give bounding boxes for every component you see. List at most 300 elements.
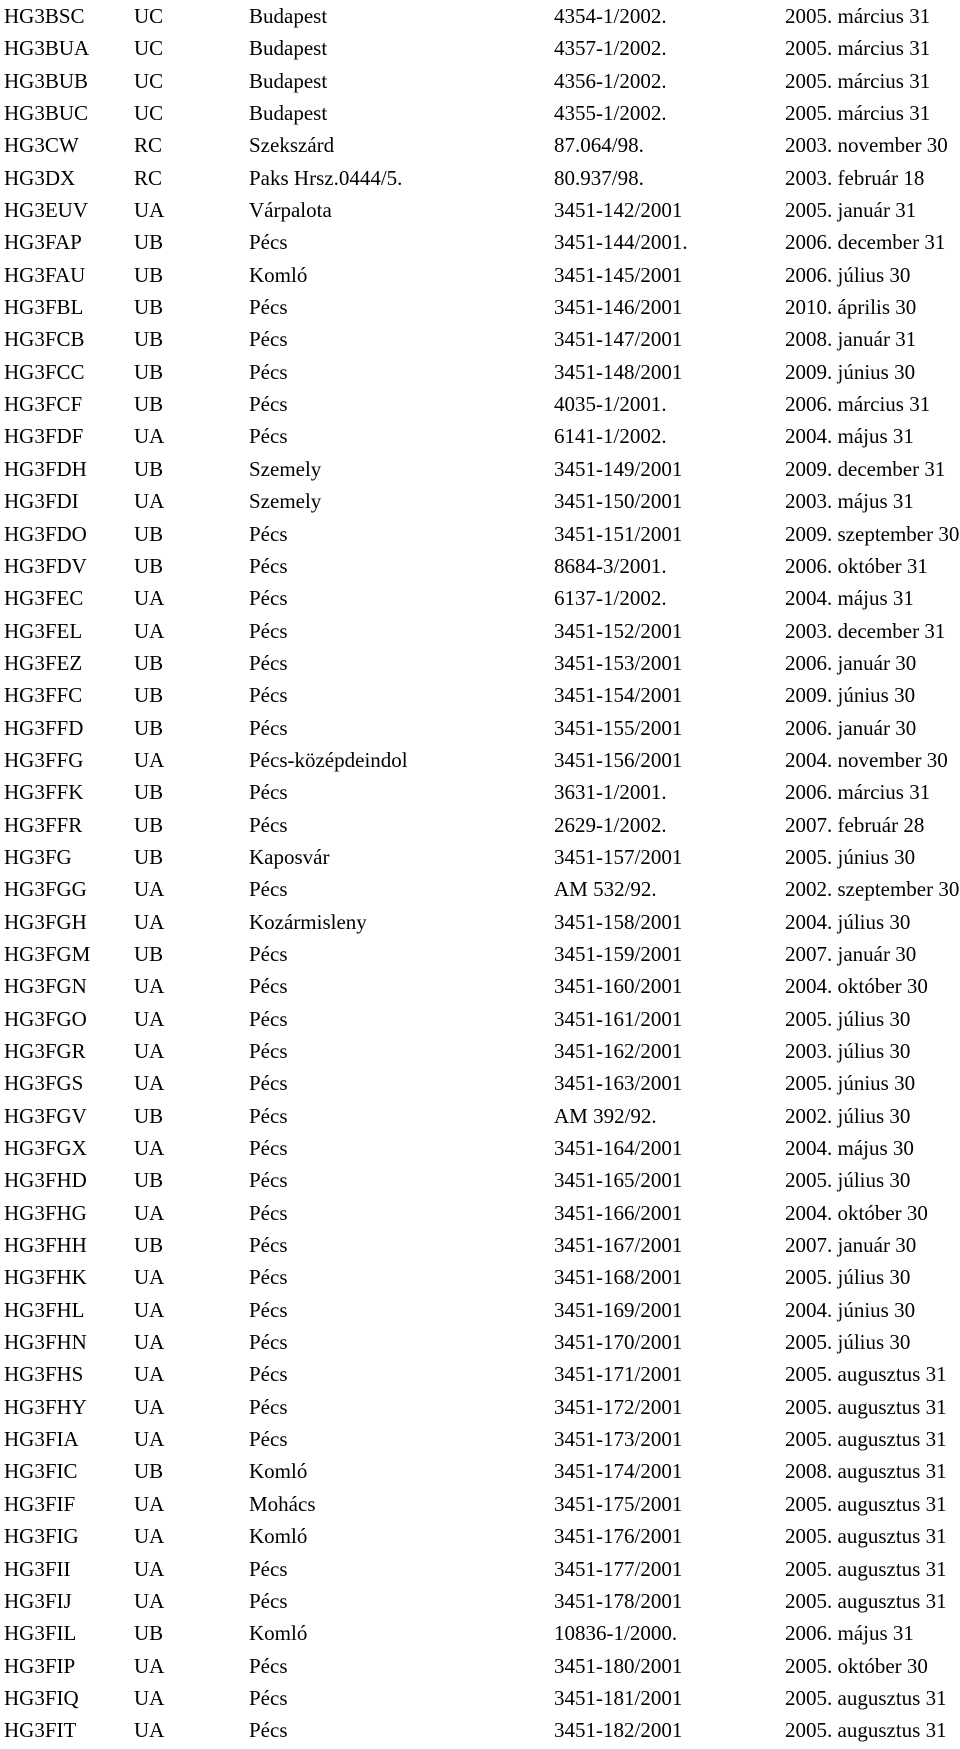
class-cell: UA — [134, 1685, 165, 1710]
call-sign-cell: HG3FFC — [4, 683, 83, 708]
table-row — [0, 1488, 960, 1520]
expiry-date-cell: 2009. szeptember 30 — [785, 521, 960, 546]
table-row — [0, 1617, 960, 1649]
class-cell: UA — [134, 1394, 165, 1419]
table-row — [0, 1132, 960, 1164]
class-cell: RC — [134, 165, 163, 190]
permit-number-cell: 10836-1/2000. — [554, 1621, 678, 1646]
permit-number-cell: 3451-172/2001 — [554, 1394, 683, 1419]
location-cell: Kaposvár — [249, 844, 330, 869]
table-row — [0, 873, 960, 905]
call-sign-cell: HG3FFD — [4, 715, 84, 740]
expiry-date-cell: 2004. november 30 — [785, 747, 948, 772]
location-cell: Pécs — [249, 1297, 288, 1322]
table-row — [0, 776, 960, 808]
permit-number-cell: 8684-3/2001. — [554, 553, 667, 578]
table-row — [0, 194, 960, 226]
call-sign-cell: HG3FGM — [4, 941, 91, 966]
table-row — [0, 1391, 960, 1423]
permit-number-cell: 3451-170/2001 — [554, 1330, 683, 1355]
call-sign-cell: HG3FHD — [4, 1168, 87, 1193]
expiry-date-cell: 2006. október 31 — [785, 553, 928, 578]
expiry-date-cell: 2003. május 31 — [785, 489, 914, 514]
class-cell: UB — [134, 941, 164, 966]
call-sign-cell: HG3FHN — [4, 1330, 87, 1355]
expiry-date-cell: 2005. január 31 — [785, 198, 917, 223]
expiry-date-cell: 2005. június 30 — [785, 1071, 916, 1096]
expiry-date-cell: 2008. augusztus 31 — [785, 1459, 947, 1484]
class-cell: UA — [134, 1006, 165, 1031]
expiry-date-cell: 2005. augusztus 31 — [785, 1588, 947, 1613]
table-row — [0, 0, 960, 32]
location-cell: Pécs — [249, 683, 288, 708]
call-sign-cell: HG3FFR — [4, 812, 83, 837]
expiry-date-cell: 2008. január 31 — [785, 327, 917, 352]
location-cell: Pécs — [249, 586, 288, 611]
class-cell: UB — [134, 521, 164, 546]
expiry-date-cell: 2007. január 30 — [785, 1233, 917, 1258]
permit-number-cell: 3451-147/2001 — [554, 327, 683, 352]
location-cell: Pécs — [249, 1103, 288, 1128]
permit-number-cell: 3451-178/2001 — [554, 1588, 683, 1613]
call-sign-cell: HG3FGV — [4, 1103, 87, 1128]
table-row — [0, 1100, 960, 1132]
call-sign-cell: HG3FIG — [4, 1524, 79, 1549]
expiry-date-cell: 2005. augusztus 31 — [785, 1491, 947, 1516]
table-row — [0, 1229, 960, 1261]
expiry-date-cell: 2005. március 31 — [785, 68, 931, 93]
table-row — [0, 712, 960, 744]
call-sign-cell: HG3FHH — [4, 1233, 87, 1258]
table-row — [0, 970, 960, 1002]
permit-number-cell: 3451-169/2001 — [554, 1297, 683, 1322]
expiry-date-cell: 2010. április 30 — [785, 295, 917, 320]
call-sign-cell: HG3FEL — [4, 618, 83, 643]
class-cell: UA — [134, 1588, 165, 1613]
location-cell: Pécs — [249, 1718, 288, 1743]
expiry-date-cell: 2005. március 31 — [785, 36, 931, 61]
location-cell: Várpalota — [249, 198, 332, 223]
call-sign-cell: HG3FFK — [4, 780, 84, 805]
class-cell: UB — [134, 844, 164, 869]
table-row — [0, 1423, 960, 1455]
permit-number-cell: 4357-1/2002. — [554, 36, 667, 61]
expiry-date-cell: 2003. február 18 — [785, 165, 925, 190]
location-cell: Budapest — [249, 4, 328, 28]
permit-number-cell: 3451-166/2001 — [554, 1200, 683, 1225]
call-sign-cell: HG3FHK — [4, 1265, 87, 1290]
location-cell: Pécs — [249, 1200, 288, 1225]
expiry-date-cell: 2009. december 31 — [785, 456, 946, 481]
location-cell: Budapest — [249, 36, 328, 61]
class-cell: UB — [134, 715, 164, 740]
expiry-date-cell: 2005. augusztus 31 — [785, 1427, 947, 1452]
permit-number-cell: 3451-146/2001 — [554, 295, 683, 320]
table-row — [0, 388, 960, 420]
permit-number-cell: 87.064/98. — [554, 133, 644, 158]
call-sign-cell: HG3FAP — [4, 230, 82, 255]
call-sign-cell: HG3FIJ — [4, 1588, 72, 1613]
call-sign-cell: HG3FDI — [4, 489, 79, 514]
table-row — [0, 647, 960, 679]
expiry-date-cell: 2004. július 30 — [785, 909, 911, 934]
call-sign-cell: HG3DX — [4, 165, 76, 190]
class-cell: UA — [134, 1330, 165, 1355]
location-cell: Pécs — [249, 812, 288, 837]
permit-number-cell: 3451-174/2001 — [554, 1459, 683, 1484]
expiry-date-cell: 2004. október 30 — [785, 974, 928, 999]
expiry-date-cell: 2005. július 30 — [785, 1006, 911, 1031]
class-cell: UA — [134, 1718, 165, 1743]
table-row — [0, 1714, 960, 1746]
table-row — [0, 615, 960, 647]
call-sign-cell: HG3FG — [4, 844, 72, 869]
table-row — [0, 97, 960, 129]
class-cell: UC — [134, 36, 164, 61]
permit-number-cell: 4354-1/2002. — [554, 4, 667, 28]
class-cell: UB — [134, 262, 164, 287]
expiry-date-cell: 2007. január 30 — [785, 941, 917, 966]
permit-number-cell: 4356-1/2002. — [554, 68, 667, 93]
expiry-date-cell: 2004. június 30 — [785, 1297, 916, 1322]
permit-number-cell: 3451-157/2001 — [554, 844, 683, 869]
call-sign-cell: HG3FDH — [4, 456, 87, 481]
permit-number-cell: 80.937/98. — [554, 165, 644, 190]
location-cell: Pécs — [249, 295, 288, 320]
expiry-date-cell: 2009. június 30 — [785, 683, 916, 708]
table-row — [0, 65, 960, 97]
location-cell: Pécs — [249, 1006, 288, 1031]
class-cell: UC — [134, 4, 164, 28]
location-cell: Budapest — [249, 68, 328, 93]
permit-number-cell: 3451-148/2001 — [554, 359, 683, 384]
location-cell: Budapest — [249, 101, 328, 126]
expiry-date-cell: 2005. augusztus 31 — [785, 1556, 947, 1581]
expiry-date-cell: 2005. július 30 — [785, 1330, 911, 1355]
call-sign-cell: HG3FDF — [4, 424, 84, 449]
permit-number-cell: 3451-161/2001 — [554, 1006, 683, 1031]
class-cell: RC — [134, 133, 163, 158]
expiry-date-cell: 2005. március 31 — [785, 4, 931, 28]
location-cell: Pécs — [249, 877, 288, 902]
permit-number-cell: 3451-151/2001 — [554, 521, 683, 546]
location-cell: Pécs — [249, 521, 288, 546]
call-sign-cell: HG3BUC — [4, 101, 89, 126]
table-row — [0, 518, 960, 550]
call-sign-cell: HG3BUB — [4, 68, 89, 93]
call-sign-cell: HG3FIP — [4, 1653, 76, 1678]
location-cell: Pécs — [249, 974, 288, 999]
expiry-date-cell: 2004. május 31 — [785, 424, 914, 449]
call-sign-cell: HG3FEC — [4, 586, 84, 611]
location-cell: Pécs — [249, 715, 288, 740]
permit-number-cell: 3631-1/2001. — [554, 780, 667, 805]
class-cell: UA — [134, 1136, 165, 1161]
class-cell: UA — [134, 747, 165, 772]
permit-number-cell: 6141-1/2002. — [554, 424, 667, 449]
expiry-date-cell: 2005. augusztus 31 — [785, 1524, 947, 1549]
permit-number-cell: 3451-156/2001 — [554, 747, 683, 772]
permit-number-cell: 3451-181/2001 — [554, 1685, 683, 1710]
class-cell: UB — [134, 456, 164, 481]
class-cell: UA — [134, 1039, 165, 1063]
call-sign-cell: HG3FGS — [4, 1071, 84, 1096]
table-row — [0, 1455, 960, 1487]
expiry-date-cell: 2003. július 30 — [785, 1039, 911, 1063]
expiry-date-cell: 2004. október 30 — [785, 1200, 928, 1225]
class-cell: UB — [134, 230, 164, 255]
table-row — [0, 1553, 960, 1585]
class-cell: UA — [134, 877, 165, 902]
location-cell: Pécs — [249, 392, 288, 417]
expiry-date-cell: 2007. február 28 — [785, 812, 925, 837]
class-cell: UA — [134, 1427, 165, 1452]
table-row — [0, 420, 960, 452]
class-cell: UA — [134, 909, 165, 934]
table-row — [0, 485, 960, 517]
table-row — [0, 453, 960, 485]
permit-number-cell: 3451-168/2001 — [554, 1265, 683, 1290]
class-cell: UA — [134, 1524, 165, 1549]
expiry-date-cell: 2009. június 30 — [785, 359, 916, 384]
table-row — [0, 679, 960, 711]
table-row — [0, 1197, 960, 1229]
permit-number-cell: 3451-182/2001 — [554, 1718, 683, 1743]
location-cell: Komló — [249, 1524, 308, 1549]
table-row — [0, 1035, 960, 1067]
table-row — [0, 1164, 960, 1196]
call-sign-cell: HG3FAU — [4, 262, 86, 287]
call-sign-cell: HG3FIC — [4, 1459, 78, 1484]
permit-number-cell: 3451-150/2001 — [554, 489, 683, 514]
location-cell: Pécs — [249, 1653, 288, 1678]
class-cell: UB — [134, 1621, 164, 1646]
location-cell: Pécs — [249, 1071, 288, 1096]
call-sign-cell: HG3FHG — [4, 1200, 87, 1225]
call-sign-cell: HG3FDV — [4, 553, 87, 578]
permit-number-cell: 3451-144/2001. — [554, 230, 688, 255]
call-sign-cell: HG3FII — [4, 1556, 71, 1581]
expiry-date-cell: 2002. július 30 — [785, 1103, 911, 1128]
call-sign-cell: HG3FIQ — [4, 1685, 79, 1710]
class-cell: UB — [134, 1103, 164, 1128]
table-row — [0, 1585, 960, 1617]
expiry-date-cell: 2005. augusztus 31 — [785, 1362, 947, 1387]
permit-number-cell: 4355-1/2002. — [554, 101, 667, 126]
class-cell: UB — [134, 780, 164, 805]
class-cell: UA — [134, 1071, 165, 1096]
table-row — [0, 744, 960, 776]
permit-number-cell: 3451-152/2001 — [554, 618, 683, 643]
table-row — [0, 841, 960, 873]
call-sign-cell: HG3FHS — [4, 1362, 84, 1387]
call-sign-cell: HG3FIT — [4, 1718, 77, 1743]
class-cell: UB — [134, 1168, 164, 1193]
location-cell: Komló — [249, 1621, 308, 1646]
location-cell: Pécs — [249, 1394, 288, 1419]
call-sign-cell: HG3FHL — [4, 1297, 85, 1322]
table-row — [0, 809, 960, 841]
location-cell: Pécs-középdeindol — [249, 747, 408, 772]
class-cell: UB — [134, 1459, 164, 1484]
expiry-date-cell: 2003. december 31 — [785, 618, 946, 643]
location-cell: Pécs — [249, 1588, 288, 1613]
call-sign-cell: HG3FIL — [4, 1621, 77, 1646]
location-cell: Pécs — [249, 1168, 288, 1193]
expiry-date-cell: 2006. július 30 — [785, 262, 911, 287]
class-cell: UA — [134, 1556, 165, 1581]
call-sign-cell: HG3FGO — [4, 1006, 87, 1031]
permit-number-cell: 3451-158/2001 — [554, 909, 683, 934]
class-cell: UA — [134, 1362, 165, 1387]
call-sign-cell: HG3FCF — [4, 392, 83, 417]
permit-number-cell: 3451-153/2001 — [554, 650, 683, 675]
class-cell: UC — [134, 68, 164, 93]
table-row — [0, 550, 960, 582]
call-sign-cell: HG3BUA — [4, 36, 90, 61]
table-row — [0, 1358, 960, 1390]
call-sign-cell: HG3FGX — [4, 1136, 87, 1161]
class-cell: UA — [134, 1653, 165, 1678]
class-cell: UB — [134, 295, 164, 320]
permit-number-cell: 4035-1/2001. — [554, 392, 667, 417]
location-cell: Pécs — [249, 1330, 288, 1355]
expiry-date-cell: 2005. július 30 — [785, 1168, 911, 1193]
call-sign-cell: HG3FEZ — [4, 650, 83, 675]
table-row — [0, 906, 960, 938]
table-row — [0, 162, 960, 194]
location-cell: Pécs — [249, 780, 288, 805]
table-row — [0, 938, 960, 970]
class-cell: UA — [134, 198, 165, 223]
expiry-date-cell: 2003. november 30 — [785, 133, 948, 158]
permit-number-cell: 3451-177/2001 — [554, 1556, 683, 1581]
location-cell: Pécs — [249, 553, 288, 578]
class-cell: UA — [134, 974, 165, 999]
class-cell: UA — [134, 1491, 165, 1516]
table-row — [0, 323, 960, 355]
table-row — [0, 129, 960, 161]
location-cell: Pécs — [249, 650, 288, 675]
table-row — [0, 32, 960, 64]
expiry-date-cell: 2004. május 30 — [785, 1136, 914, 1161]
permit-number-cell: 3451-180/2001 — [554, 1653, 683, 1678]
expiry-date-cell: 2006. január 30 — [785, 650, 917, 675]
permit-number-cell: AM 532/92. — [554, 877, 657, 902]
permit-number-cell: 3451-149/2001 — [554, 456, 683, 481]
call-sign-cell: HG3FHY — [4, 1394, 87, 1419]
table-row — [0, 259, 960, 291]
table-row — [0, 291, 960, 323]
call-sign-cell: HG3FGG — [4, 877, 87, 902]
permit-number-cell: 2629-1/2002. — [554, 812, 667, 837]
call-sign-cell: HG3FCC — [4, 359, 85, 384]
call-sign-cell: HG3BSC — [4, 4, 85, 28]
location-cell: Pécs — [249, 1362, 288, 1387]
location-cell: Pécs — [249, 1039, 288, 1063]
permit-number-cell: 6137-1/2002. — [554, 586, 667, 611]
expiry-date-cell: 2005. augusztus 31 — [785, 1685, 947, 1710]
class-cell: UB — [134, 812, 164, 837]
permit-number-cell: 3451-160/2001 — [554, 974, 683, 999]
table-row — [0, 582, 960, 614]
location-cell: Szemely — [249, 489, 322, 514]
permit-number-cell: 3451-145/2001 — [554, 262, 683, 287]
call-sign-cell: HG3FGN — [4, 974, 87, 999]
permit-number-cell: 3451-176/2001 — [554, 1524, 683, 1549]
expiry-date-cell: 2006. január 30 — [785, 715, 917, 740]
location-cell: Mohács — [249, 1491, 316, 1516]
expiry-date-cell: 2005. március 31 — [785, 101, 931, 126]
expiry-date-cell: 2004. május 31 — [785, 586, 914, 611]
location-cell: Komló — [249, 1459, 308, 1484]
class-cell: UB — [134, 327, 164, 352]
expiry-date-cell: 2006. december 31 — [785, 230, 946, 255]
permit-number-cell: 3451-173/2001 — [554, 1427, 683, 1452]
permit-number-cell: 3451-167/2001 — [554, 1233, 683, 1258]
table-row — [0, 226, 960, 258]
class-cell: UA — [134, 1265, 165, 1290]
location-cell: Pécs — [249, 359, 288, 384]
class-cell: UB — [134, 1233, 164, 1258]
location-cell: Pécs — [249, 941, 288, 966]
permit-number-cell: 3451-162/2001 — [554, 1039, 683, 1063]
call-sign-cell: HG3FCB — [4, 327, 85, 352]
permit-number-cell: 3451-163/2001 — [554, 1071, 683, 1096]
location-cell: Pécs — [249, 1685, 288, 1710]
class-cell: UA — [134, 586, 165, 611]
call-sign-cell: HG3FFG — [4, 747, 84, 772]
location-cell: Pécs — [249, 1427, 288, 1452]
permit-number-cell: 3451-175/2001 — [554, 1491, 683, 1516]
table-row — [0, 1261, 960, 1293]
class-cell: UA — [134, 489, 165, 514]
call-sign-cell: HG3FGR — [4, 1039, 86, 1063]
expiry-date-cell: 2006. március 31 — [785, 392, 931, 417]
expiry-date-cell: 2005. július 30 — [785, 1265, 911, 1290]
call-sign-cell: HG3FIA — [4, 1427, 79, 1452]
class-cell: UA — [134, 1297, 165, 1322]
expiry-date-cell: 2005. október 30 — [785, 1653, 928, 1678]
call-sign-cell: HG3EUV — [4, 198, 88, 223]
table-row — [0, 1682, 960, 1714]
table-row — [0, 1003, 960, 1035]
table-row — [0, 1326, 960, 1358]
location-cell: Pécs — [249, 327, 288, 352]
expiry-date-cell: 2005. augusztus 31 — [785, 1718, 947, 1743]
location-cell: Szekszárd — [249, 133, 335, 158]
table-row — [0, 1067, 960, 1099]
expiry-date-cell: 2006. május 31 — [785, 1621, 914, 1646]
class-cell: UA — [134, 424, 165, 449]
location-cell: Komló — [249, 262, 308, 287]
class-cell: UB — [134, 683, 164, 708]
location-cell: Pécs — [249, 1556, 288, 1581]
call-sign-cell: HG3FGH — [4, 909, 87, 934]
expiry-date-cell: 2005. augusztus 31 — [785, 1394, 947, 1419]
location-cell: Paks Hrsz.0444/5. — [249, 165, 403, 190]
table-row — [0, 1650, 960, 1682]
permit-number-cell: 3451-159/2001 — [554, 941, 683, 966]
class-cell: UB — [134, 392, 164, 417]
permit-number-cell: 3451-165/2001 — [554, 1168, 683, 1193]
permit-number-cell: 3451-171/2001 — [554, 1362, 683, 1387]
permit-number-cell: 3451-142/2001 — [554, 198, 683, 223]
location-cell: Pécs — [249, 618, 288, 643]
call-sign-cell: HG3FBL — [4, 295, 84, 320]
location-cell: Pécs — [249, 1233, 288, 1258]
class-cell: UB — [134, 553, 164, 578]
